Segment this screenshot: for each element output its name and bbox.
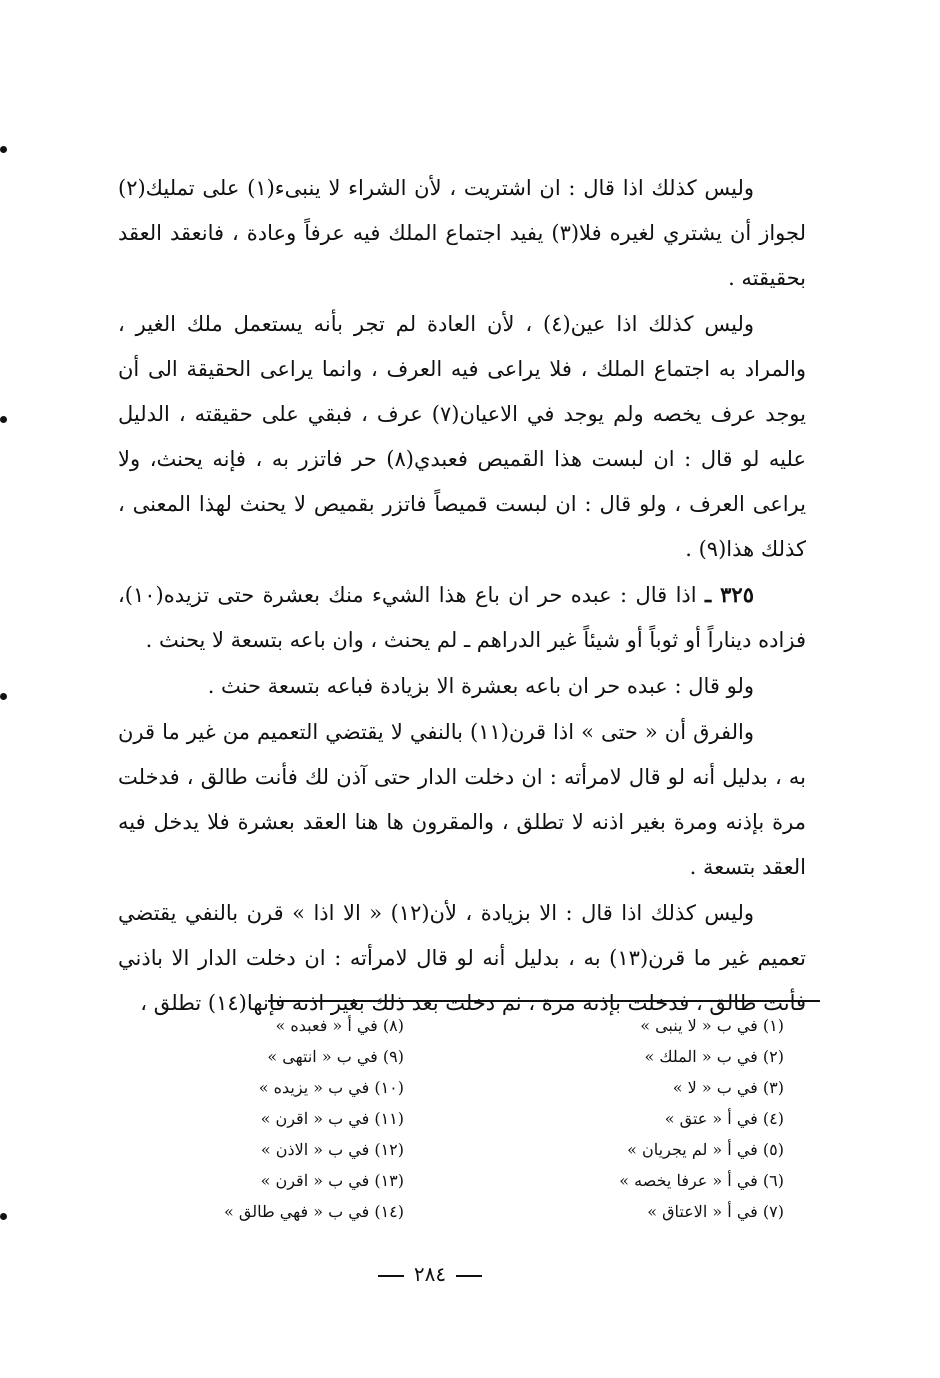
footnote: (١٣) في ب « اقرن » [260, 1171, 404, 1190]
paragraph-text: وليس كذلك اذا قال : الا بزيادة ، لأن(١٢) « الا اذا » قرن بالنفي يقتضي تعميم غير ما قرن(١٣) به ، بدليل أنه لو قال لامرأته : ان دخلت الدار الا باذني فأنت طالق ، فدخلت بإذنه مرة ، ثم دخلت بعد ذلك بغير اذنه فإنها(١٤) تطلق ، [118, 901, 806, 1015]
footnote: (١٢) في ب « الاذن » [260, 1140, 404, 1159]
footnotes-column-right [564, 1010, 784, 1227]
page-number-dash [378, 1275, 404, 1277]
scan-edge-mark [0, 693, 7, 700]
footnote: (٣) في ب « لا » [672, 1078, 784, 1097]
main-text [118, 165, 806, 1026]
footnote: (٨) في أ « فعبده » [275, 1016, 404, 1035]
footnote: (١٤) في ب « فهي طالق » [223, 1202, 404, 1221]
paragraph-text: ولو قال : عبده حر ان باعه بعشرة الا بزيادة فباعه بتسعة حنث . [207, 674, 754, 698]
paragraph [118, 663, 806, 709]
paragraph [118, 709, 806, 890]
paragraph [118, 572, 806, 663]
footnote: (٩) في ب « انتهى » [267, 1047, 404, 1066]
scan-edge-mark [0, 416, 7, 423]
footnotes-column-left [184, 1010, 404, 1227]
paragraph [118, 165, 806, 301]
paragraph [118, 301, 806, 572]
section-number: ٣٢٥ ـ [704, 582, 754, 607]
footnote: (٢) في ب « الملك » [644, 1047, 784, 1066]
footnote: (٤) في أ « عتق » [664, 1109, 784, 1128]
footnote: (١١) في ب « اقرن » [260, 1109, 404, 1128]
footnote: (٧) في أ « الاعتاق » [647, 1202, 784, 1221]
footnote-divider [268, 1000, 820, 1002]
footnote: (٥) في أ « لم يجريان » [627, 1140, 784, 1159]
footnote: (١) في ب « لا ينبى » [640, 1016, 784, 1035]
page-number-value: ٢٨٤ [413, 1262, 447, 1286]
footnote: (٦) في أ « عرفا يخصه » [619, 1171, 784, 1190]
page-number-dash [456, 1275, 482, 1277]
paragraph-text: وليس كذلك اذا قال : ان اشتريت ، لأن الشراء لا ينبىء(١) على تمليك(٢) لجواز أن يشتري لغيره فلا(٣) يفيد اجتماع الملك فيه عرفاً وعادة ، فانعقد العقد بحقيقته . [118, 176, 806, 290]
scan-edge-mark [0, 146, 7, 153]
footnote: (١٠) في ب « يزيده » [258, 1078, 404, 1097]
paragraph-text: اذا قال : عبده حر ان باع هذا الشيء منك بعشرة حتى تزيده(١٠)، فزاده ديناراً أو ثوباً أو شيئاً غير الدراهم ـ لم يحنث ، وان باعه بتسعة لا يحنث . [118, 583, 806, 652]
page-number [0, 1262, 860, 1286]
paragraph-text: وليس كذلك اذا عين(٤) ، لأن العادة لم تجر بأنه يستعمل ملك الغير ، والمراد به اجتماع الملك ، فلا يراعى فيه العرف ، وانما يراعى الحقيقة الى أن يوجد عرف يخصه ولم يوجد في الاعيان(٧) عرف ، فبقي على حقيقته ، الدليل عليه لو قال : ان لبست هذا القميص فعبدي(٨) حر فاتزر به ، فإنه يحنث، ولا يراعى العرف ، ولو قال : ان لبست قميصاً فاتزر بقميص لا يحنث لهذا المعنى ، كذلك هذا(٩) . [118, 312, 806, 561]
paragraph [118, 890, 806, 1026]
scan-edge-mark [0, 1213, 7, 1220]
paragraph-text: والفرق أن « حتى » اذا قرن(١١) بالنفي لا يقتضي التعميم من غير ما قرن به ، بدليل أنه لو قال لامرأته : ان دخلت الدار حتى آذن لك فأنت طالق ، فدخلت مرة بإذنه ومرة بغير اذنه لا تطلق ، والمقرون ها هنا العقد بعشرة فلا يدخل فيه العقد بتسعة . [118, 720, 806, 879]
